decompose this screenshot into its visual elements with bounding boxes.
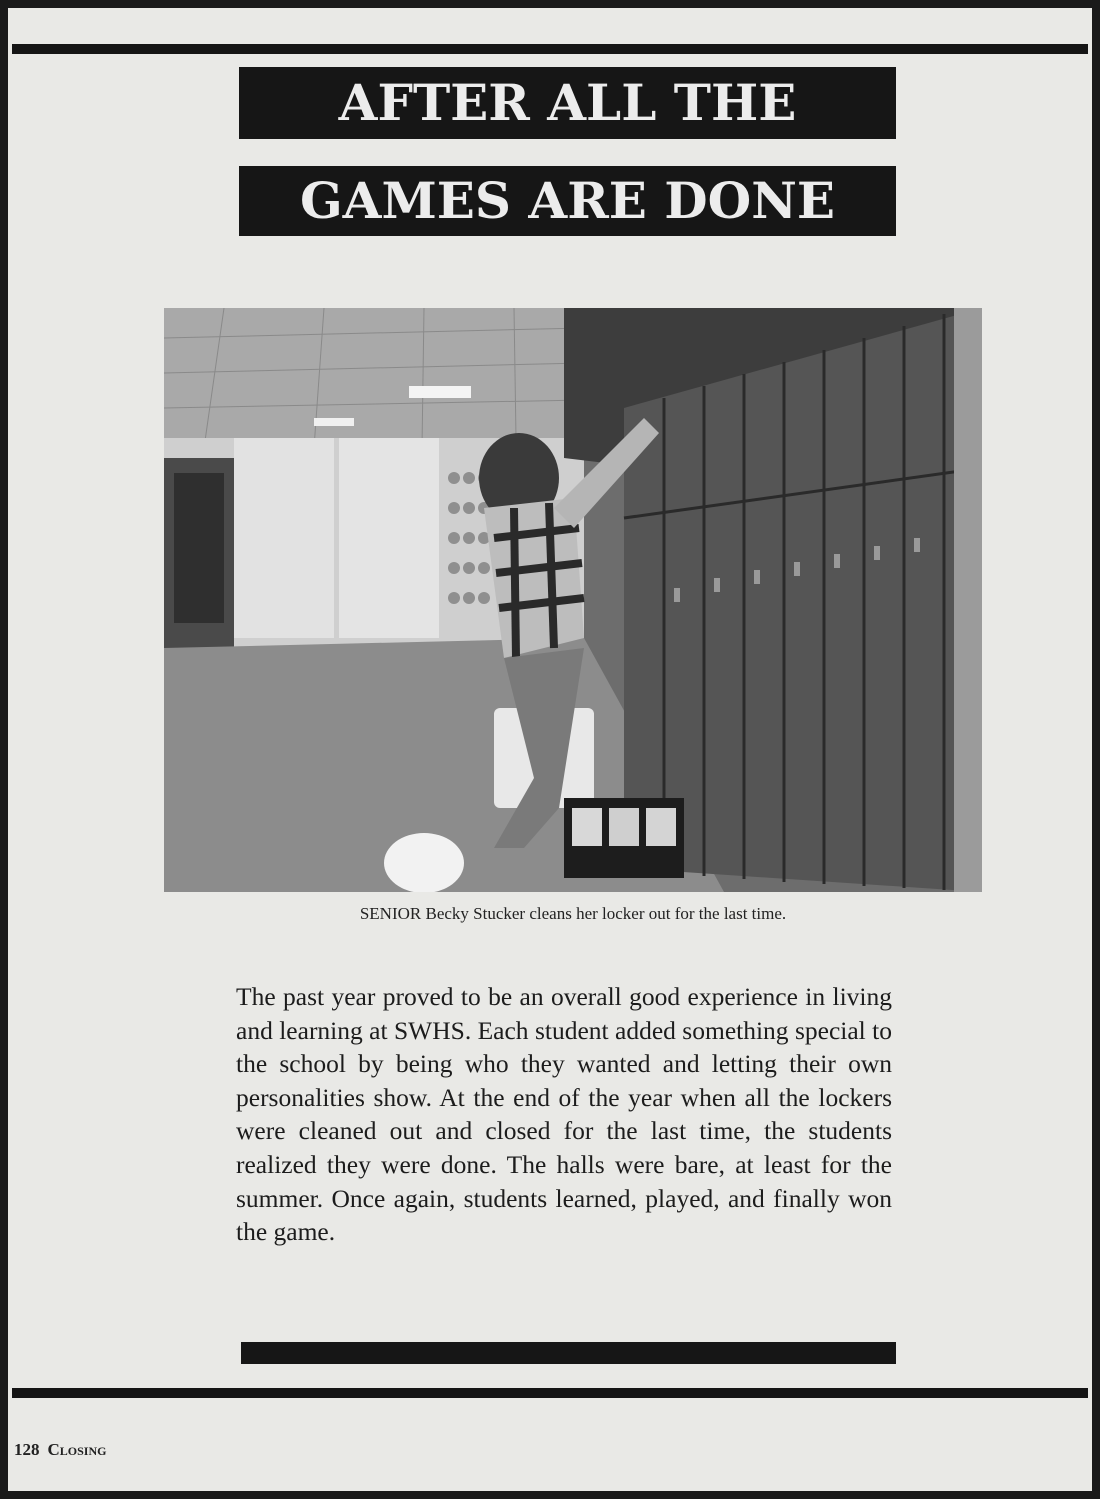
photo-caption: SENIOR Becky Stucker cleans her locker out for the last time.	[359, 904, 787, 923]
locker-photo	[164, 308, 982, 892]
page-number: 128	[14, 1440, 40, 1459]
yearbook-page	[8, 8, 1092, 1491]
page-folio	[14, 1440, 106, 1460]
closing-bar	[241, 1342, 896, 1364]
headline-line-1: AFTER ALL THE	[239, 67, 896, 139]
headline-line-2: GAMES ARE DONE	[239, 166, 896, 236]
section-name: Closing	[47, 1440, 107, 1459]
top-rule	[12, 44, 1088, 54]
bottom-rule	[12, 1388, 1088, 1398]
body-paragraph: The past year proved to be an overall good experience in living and learning at SWHS. Each student added something special to the school by being who they wanted and letting their own personalities show. At the end of the year when all the lockers were cleaned out and closed for the last time, the students realized they were done. The halls were bare, at least for the summer. Once again, students learned, played, and finally won the game.	[236, 982, 892, 1247]
